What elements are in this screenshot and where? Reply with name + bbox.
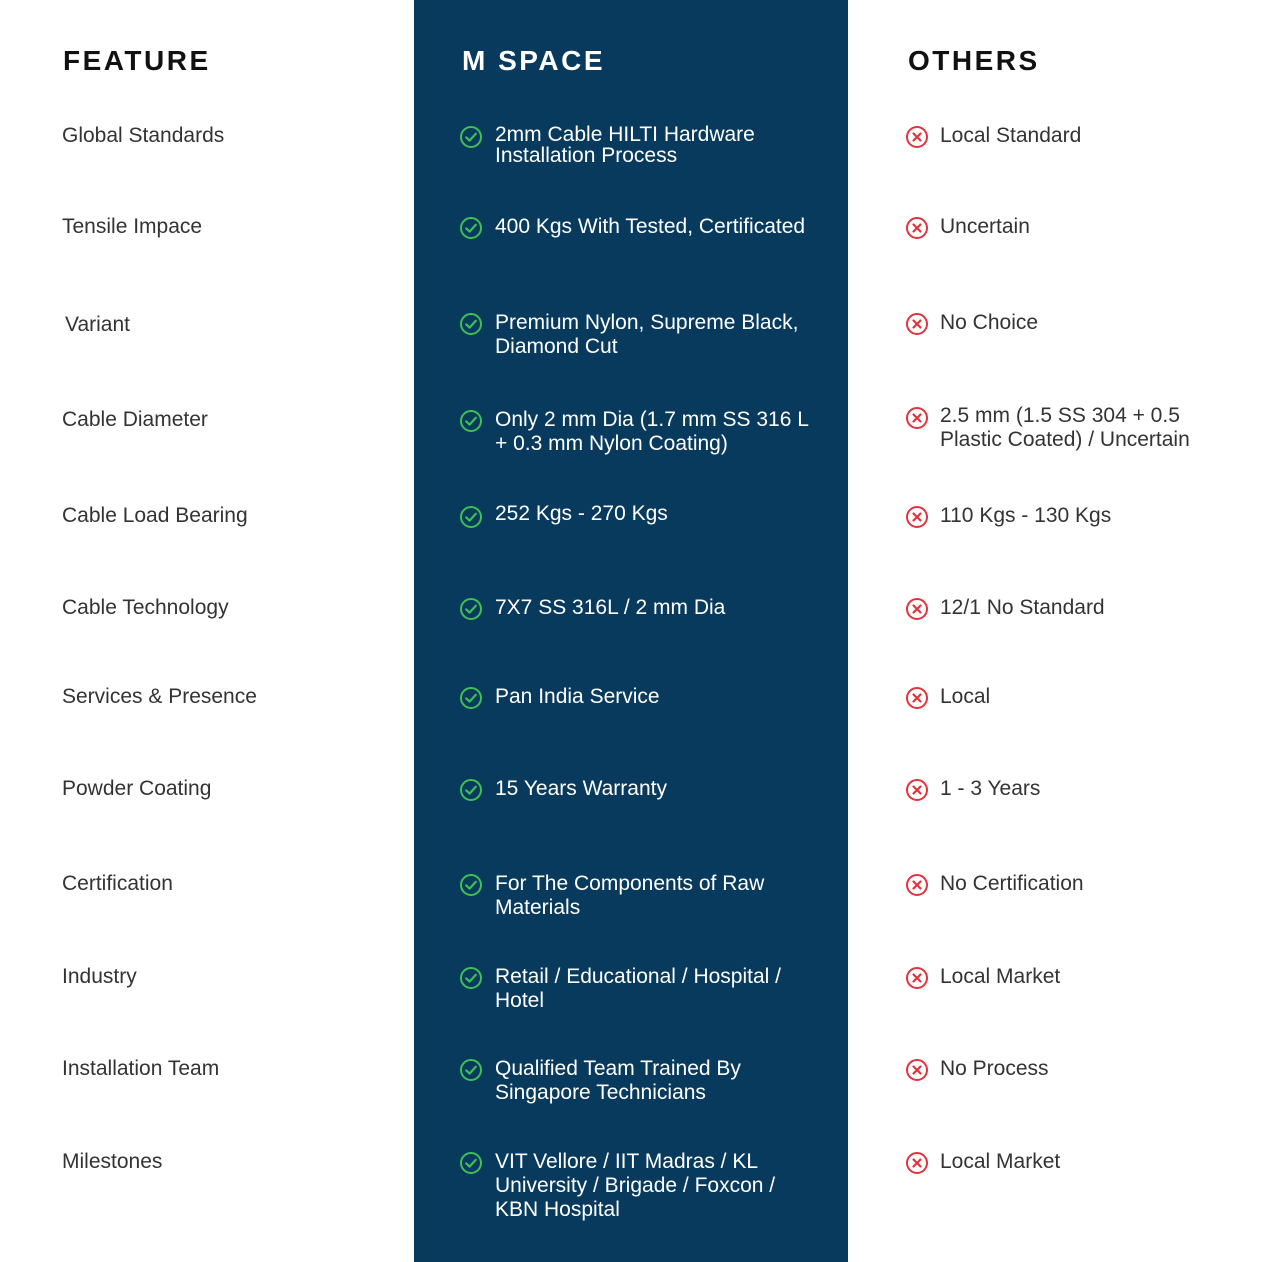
others-value: 2.5 mm (1.5 SS 304 + 0.5 Plastic Coated) / Uncertain: [940, 404, 1190, 451]
others-value: Local Market: [940, 1150, 1061, 1173]
x-circle-icon: [905, 778, 929, 802]
check-circle-icon: [459, 966, 483, 990]
feature-label: Variant: [65, 313, 130, 336]
feature-label: Installation Team: [62, 1057, 220, 1080]
others-value: Uncertain: [940, 215, 1030, 238]
mspace-value: Only 2 mm Dia (1.7 mm SS 316 L + 0.3 mm Nylon Coating): [495, 408, 809, 455]
comparison-row-powder-coating: [0, 777, 1280, 837]
comparison-row-tensile-impace: [0, 215, 1280, 275]
check-circle-icon: [459, 778, 483, 802]
comparison-row-milestones: [0, 1150, 1280, 1221]
mspace-value: Retail / Educational / Hospital / Hotel: [495, 965, 781, 1012]
mspace-value: Pan India Service: [495, 685, 660, 708]
x-circle-icon: [905, 406, 929, 430]
feature-label: Certification: [62, 872, 173, 895]
feature-label: Global Standards: [62, 124, 225, 147]
others-value: 1 - 3 Years: [940, 777, 1041, 800]
feature-label: Cable Load Bearing: [62, 504, 248, 527]
mspace-value: 252 Kgs - 270 Kgs: [495, 502, 668, 525]
mspace-column-header: M SPACE: [462, 45, 605, 76]
comparison-row-industry: [0, 965, 1280, 1025]
comparison-row-certification: [0, 872, 1280, 932]
check-circle-icon: [459, 312, 483, 336]
mspace-value: Premium Nylon, Supreme Black, Diamond Cut: [495, 311, 799, 358]
others-value: Local Market: [940, 965, 1061, 988]
feature-label: Cable Technology: [62, 596, 229, 619]
feature-label: Powder Coating: [62, 777, 212, 800]
x-circle-icon: [905, 597, 929, 621]
others-value: No Certification: [940, 872, 1084, 895]
x-circle-icon: [905, 966, 929, 990]
x-circle-icon: [905, 125, 929, 149]
check-circle-icon: [459, 505, 483, 529]
mspace-value: VIT Vellore / IIT Madras / KL University / Brigade / Foxcon / KBN Hospital: [495, 1150, 776, 1221]
comparison-row-global-standards: [0, 124, 1280, 184]
comparison-row-cable-diameter: [0, 404, 1280, 468]
others-column-header: OTHERS: [908, 45, 1040, 76]
comparison-row-variant: [0, 311, 1280, 371]
comparison-row-installation-team: [0, 1057, 1280, 1117]
mspace-value: For The Components of Raw Materials: [495, 872, 765, 919]
mspace-value: Qualified Team Trained By Singapore Technicians: [495, 1057, 741, 1104]
others-value: No Process: [940, 1057, 1049, 1080]
x-circle-icon: [905, 1058, 929, 1082]
feature-label: Industry: [62, 965, 137, 988]
check-circle-icon: [459, 216, 483, 240]
others-value: 110 Kgs - 130 Kgs: [940, 504, 1112, 527]
others-value: No Choice: [940, 311, 1039, 334]
mspace-value: 7X7 SS 316L / 2 mm Dia: [495, 596, 726, 619]
mspace-value: 400 Kgs With Tested, Certificated: [495, 215, 806, 238]
feature-column-header: FEATURE: [63, 45, 211, 76]
comparison-row-services-presence: [0, 685, 1280, 745]
others-value: 12/1 No Standard: [940, 596, 1105, 619]
check-circle-icon: [459, 597, 483, 621]
feature-label: Milestones: [62, 1150, 163, 1173]
comparison-row-cable-load-bearing: [0, 504, 1280, 564]
check-circle-icon: [459, 409, 483, 433]
feature-label: Cable Diameter: [62, 408, 208, 431]
x-circle-icon: [905, 686, 929, 710]
check-circle-icon: [459, 686, 483, 710]
comparison-row-cable-technology: [0, 596, 1280, 656]
x-circle-icon: [905, 505, 929, 529]
check-circle-icon: [459, 125, 483, 149]
mspace-value: 15 Years Warranty: [495, 777, 667, 800]
mspace-value: 2mm Cable HILTI Hardware Installation Process: [495, 123, 755, 167]
check-circle-icon: [459, 1151, 483, 1175]
feature-label: Tensile Impace: [62, 215, 203, 238]
check-circle-icon: [459, 873, 483, 897]
x-circle-icon: [905, 312, 929, 336]
feature-label: Services & Presence: [62, 685, 257, 708]
others-value: Local Standard: [940, 124, 1082, 147]
check-circle-icon: [459, 1058, 483, 1082]
x-circle-icon: [905, 1151, 929, 1175]
x-circle-icon: [905, 216, 929, 240]
x-circle-icon: [905, 873, 929, 897]
others-value: Local: [940, 685, 991, 708]
